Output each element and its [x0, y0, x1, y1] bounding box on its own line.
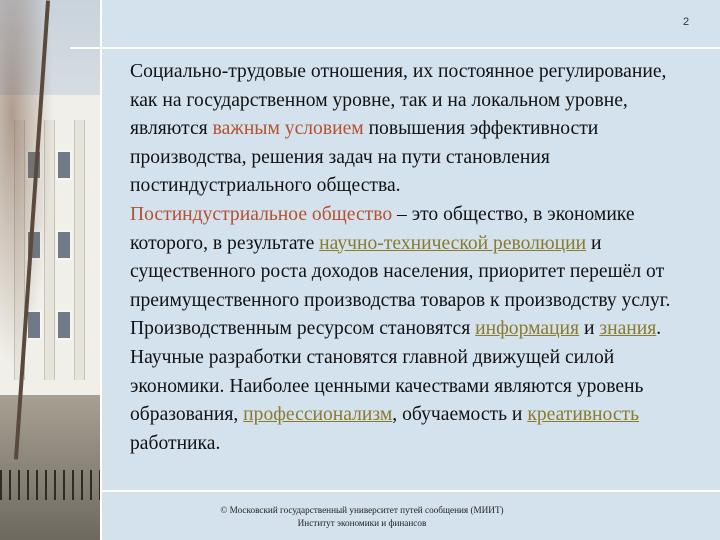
tree: [0, 0, 60, 410]
text-segment: и существенного роста доходов населения, приоритет перешёл от преимущественного производства товаров к производству услуг. Производственным ресурсом становятся: [130, 232, 671, 340]
link-professionalism[interactable]: профессионализм: [243, 404, 393, 426]
text-segment: Социально-трудовые отношения, их постоянное регулирование, как на государственном уровне, так и на локальном уровне, являются: [130, 61, 667, 140]
text-segment: и: [579, 318, 600, 340]
highlight-important-condition: важным условием: [212, 118, 364, 140]
link-knowledge[interactable]: знания: [599, 318, 657, 340]
text-segment: , обучаемость и: [392, 404, 528, 426]
building-photo: [0, 0, 100, 540]
top-divider: [70, 47, 720, 49]
text-segment: – это общество, в экономике которого, в результате: [130, 203, 635, 254]
page-number: 2: [682, 16, 690, 28]
highlight-postindustrial-society: Постиндустриальное общество: [130, 203, 393, 225]
ground: [0, 395, 100, 540]
footer: [102, 504, 622, 530]
text-segment: работника.: [130, 432, 221, 454]
text-segment: . Научные разработки становятся главной движущей силой экономики. Наиболее ценными качествами являются уровень образования,: [130, 318, 662, 426]
footer-university: © Московский государственный университет путей сообщения (МИИТ): [220, 505, 504, 515]
column: [74, 120, 85, 380]
link-information[interactable]: информация: [475, 318, 580, 340]
link-creativity[interactable]: креативность: [527, 404, 640, 426]
link-scientific-revolution[interactable]: научно-технической революции: [319, 232, 587, 254]
fence: [0, 470, 100, 500]
paragraph-1: [102, 58, 698, 201]
text-segment: повышения эффективности производства, решения задач на пути становления постиндустриального общества.: [130, 118, 599, 197]
bottom-divider: [100, 490, 720, 492]
slide-body: [102, 58, 698, 458]
footer-institute: Институт экономики и финансов: [297, 518, 427, 528]
paragraph-2: [102, 201, 698, 458]
